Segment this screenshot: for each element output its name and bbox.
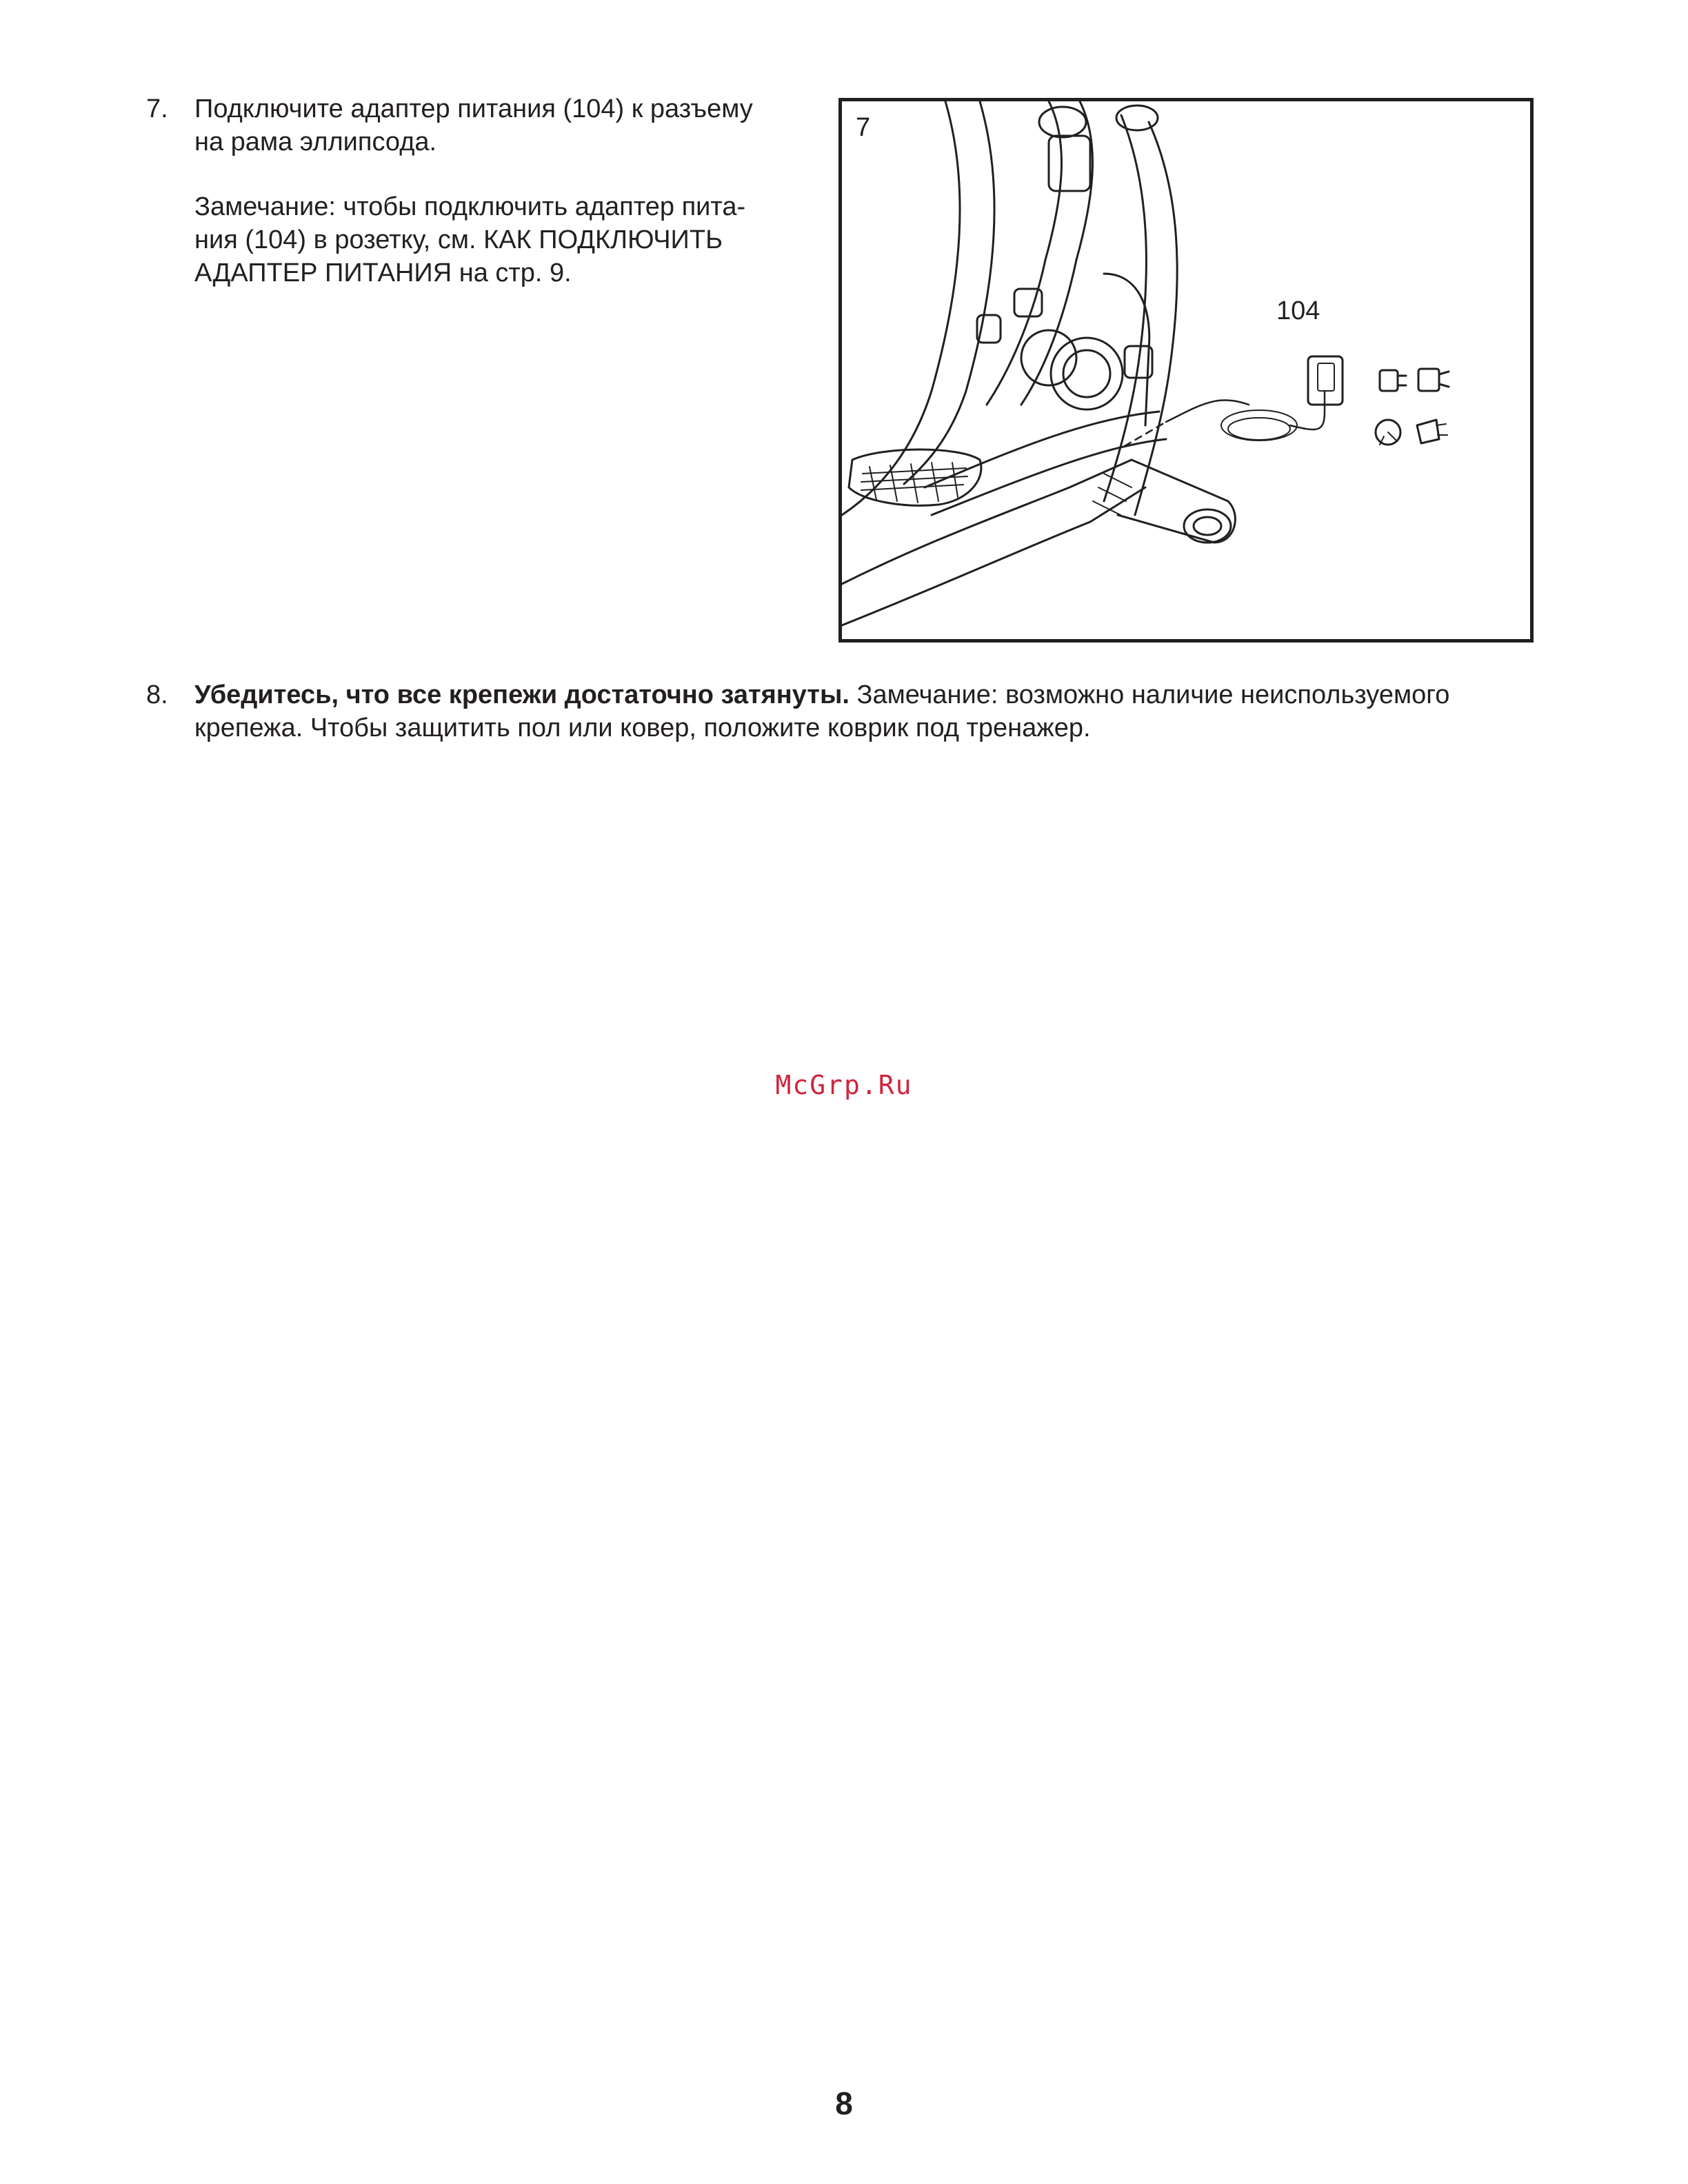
step-7-number: 7. <box>146 94 168 123</box>
step-7-note <box>194 190 745 290</box>
elliptical-frame-illustration <box>842 101 1530 639</box>
step-7-note-line-1: Замечание: чтобы подключить адаптер пита- <box>194 192 746 221</box>
step-8-line-2: крепежа. Чтобы защитить пол или ковер, положите коврик под тренажер. <box>194 714 1091 742</box>
step-8-instruction <box>194 678 1449 745</box>
step-7-line-1: Подключите адаптер питания (104) к разъему <box>194 94 753 123</box>
step-8-line-1 <box>194 678 1449 711</box>
step-8-number: 8. <box>146 680 168 709</box>
part-104-label: 104 <box>1276 296 1320 325</box>
step-8-bold-text: Убедитесь, что все крепежи достаточно затянуты. <box>194 680 850 709</box>
watermark: McGrp.Ru <box>775 1070 913 1100</box>
step-7-note-line-3: АДАПТЕР ПИТАНИЯ на стр. 9. <box>194 259 572 287</box>
figure-step-label: 7 <box>856 113 871 142</box>
step-8-line-1-rest: Замечание: возможно наличие неиспользуемого <box>849 680 1450 709</box>
assembly-figure-7 <box>838 98 1534 643</box>
step-7-line-2: на рама эллипсода. <box>194 128 437 156</box>
step-7-note-line-2: ния (104) в розетку, см. КАК ПОДКЛЮЧИТЬ <box>194 225 723 254</box>
page-number: 8 <box>835 2085 853 2121</box>
step-7-instruction <box>194 92 753 159</box>
